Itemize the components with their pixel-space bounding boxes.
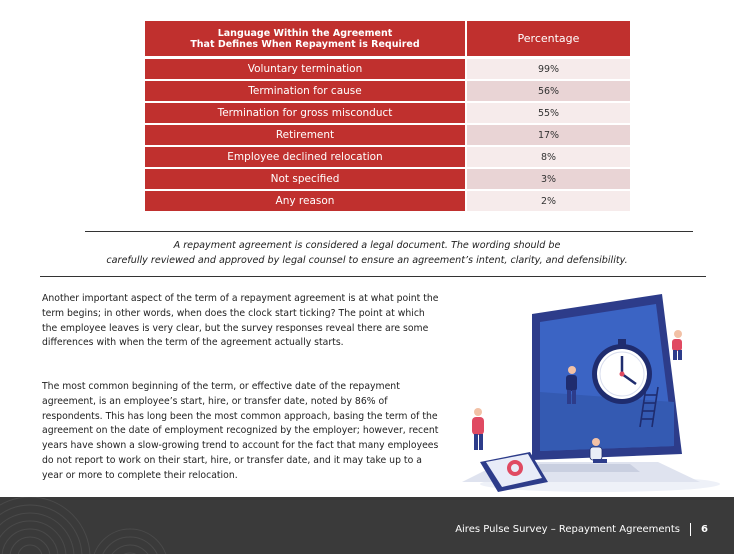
row-value: 55% xyxy=(467,103,630,123)
header-percentage: Percentage xyxy=(467,21,630,56)
header-language xyxy=(145,21,465,56)
table-row xyxy=(145,103,630,123)
page-footer xyxy=(0,497,734,554)
row-label: Voluntary termination xyxy=(145,59,465,79)
table-row xyxy=(145,81,630,101)
row-label: Retirement xyxy=(145,125,465,145)
table-row xyxy=(145,59,630,79)
callout-bottom-rule xyxy=(40,276,706,277)
table-row xyxy=(145,147,630,167)
table-header xyxy=(145,21,630,56)
table-row xyxy=(145,125,630,145)
row-label: Not specified xyxy=(145,169,465,189)
callout-line2: carefully reviewed and approved by legal counsel to ensure an agreement’s intent, clarity, and defensibility. xyxy=(106,255,628,266)
footer-separator xyxy=(690,523,691,536)
footer-title: Aires Pulse Survey – Repayment Agreements xyxy=(455,524,681,535)
footer-title-block xyxy=(455,523,708,536)
body-paragraph-2: The most common beginning of the term, or effective date of the repayment agreement, is an employee’s start, hire, or transfer date, noted by 86% of respondents. This has long been the most common approach, basing the term of the agreement on the date of employment recognized by the employer; however, recent years have shown a slow-growing trend to account for the fact that many employees do not report to work on their start, hire, or transfer date, and it may take up to a year or more to complete their relocation. xyxy=(42,381,439,481)
callout-line1: A repayment agreement is considered a legal document. The wording should be xyxy=(173,240,561,251)
row-label: Any reason xyxy=(145,191,465,211)
repayment-language-table xyxy=(145,21,630,211)
row-value: 99% xyxy=(467,59,630,79)
page-number: 6 xyxy=(701,524,708,535)
table-row xyxy=(145,191,630,211)
header-language-line1: Language Within the Agreement xyxy=(217,27,393,39)
table-row xyxy=(145,169,630,189)
row-value: 17% xyxy=(467,125,630,145)
row-value: 2% xyxy=(467,191,630,211)
callout-top-rule xyxy=(85,231,693,232)
row-label: Termination for cause xyxy=(145,81,465,101)
header-language-line2: That Defines When Repayment is Required xyxy=(190,38,420,50)
row-value: 3% xyxy=(467,169,630,189)
body-paragraph-1: Another important aspect of the term of a repayment agreement is at what point the term begins; in other words, when does the clock start ticking? The point at which the employee leaves is very clear, but the survey responses reveal there are some differences with when the term of the agreement actually starts. xyxy=(42,293,439,349)
row-label: Employee declined relocation xyxy=(145,147,465,167)
legal-callout xyxy=(40,238,694,268)
row-label: Termination for gross misconduct xyxy=(145,103,465,123)
row-value: 56% xyxy=(467,81,630,101)
decorative-rings-icon xyxy=(0,497,220,554)
laptop-clock-illustration xyxy=(460,292,725,497)
laptop-icon xyxy=(462,294,700,482)
row-value: 8% xyxy=(467,147,630,167)
